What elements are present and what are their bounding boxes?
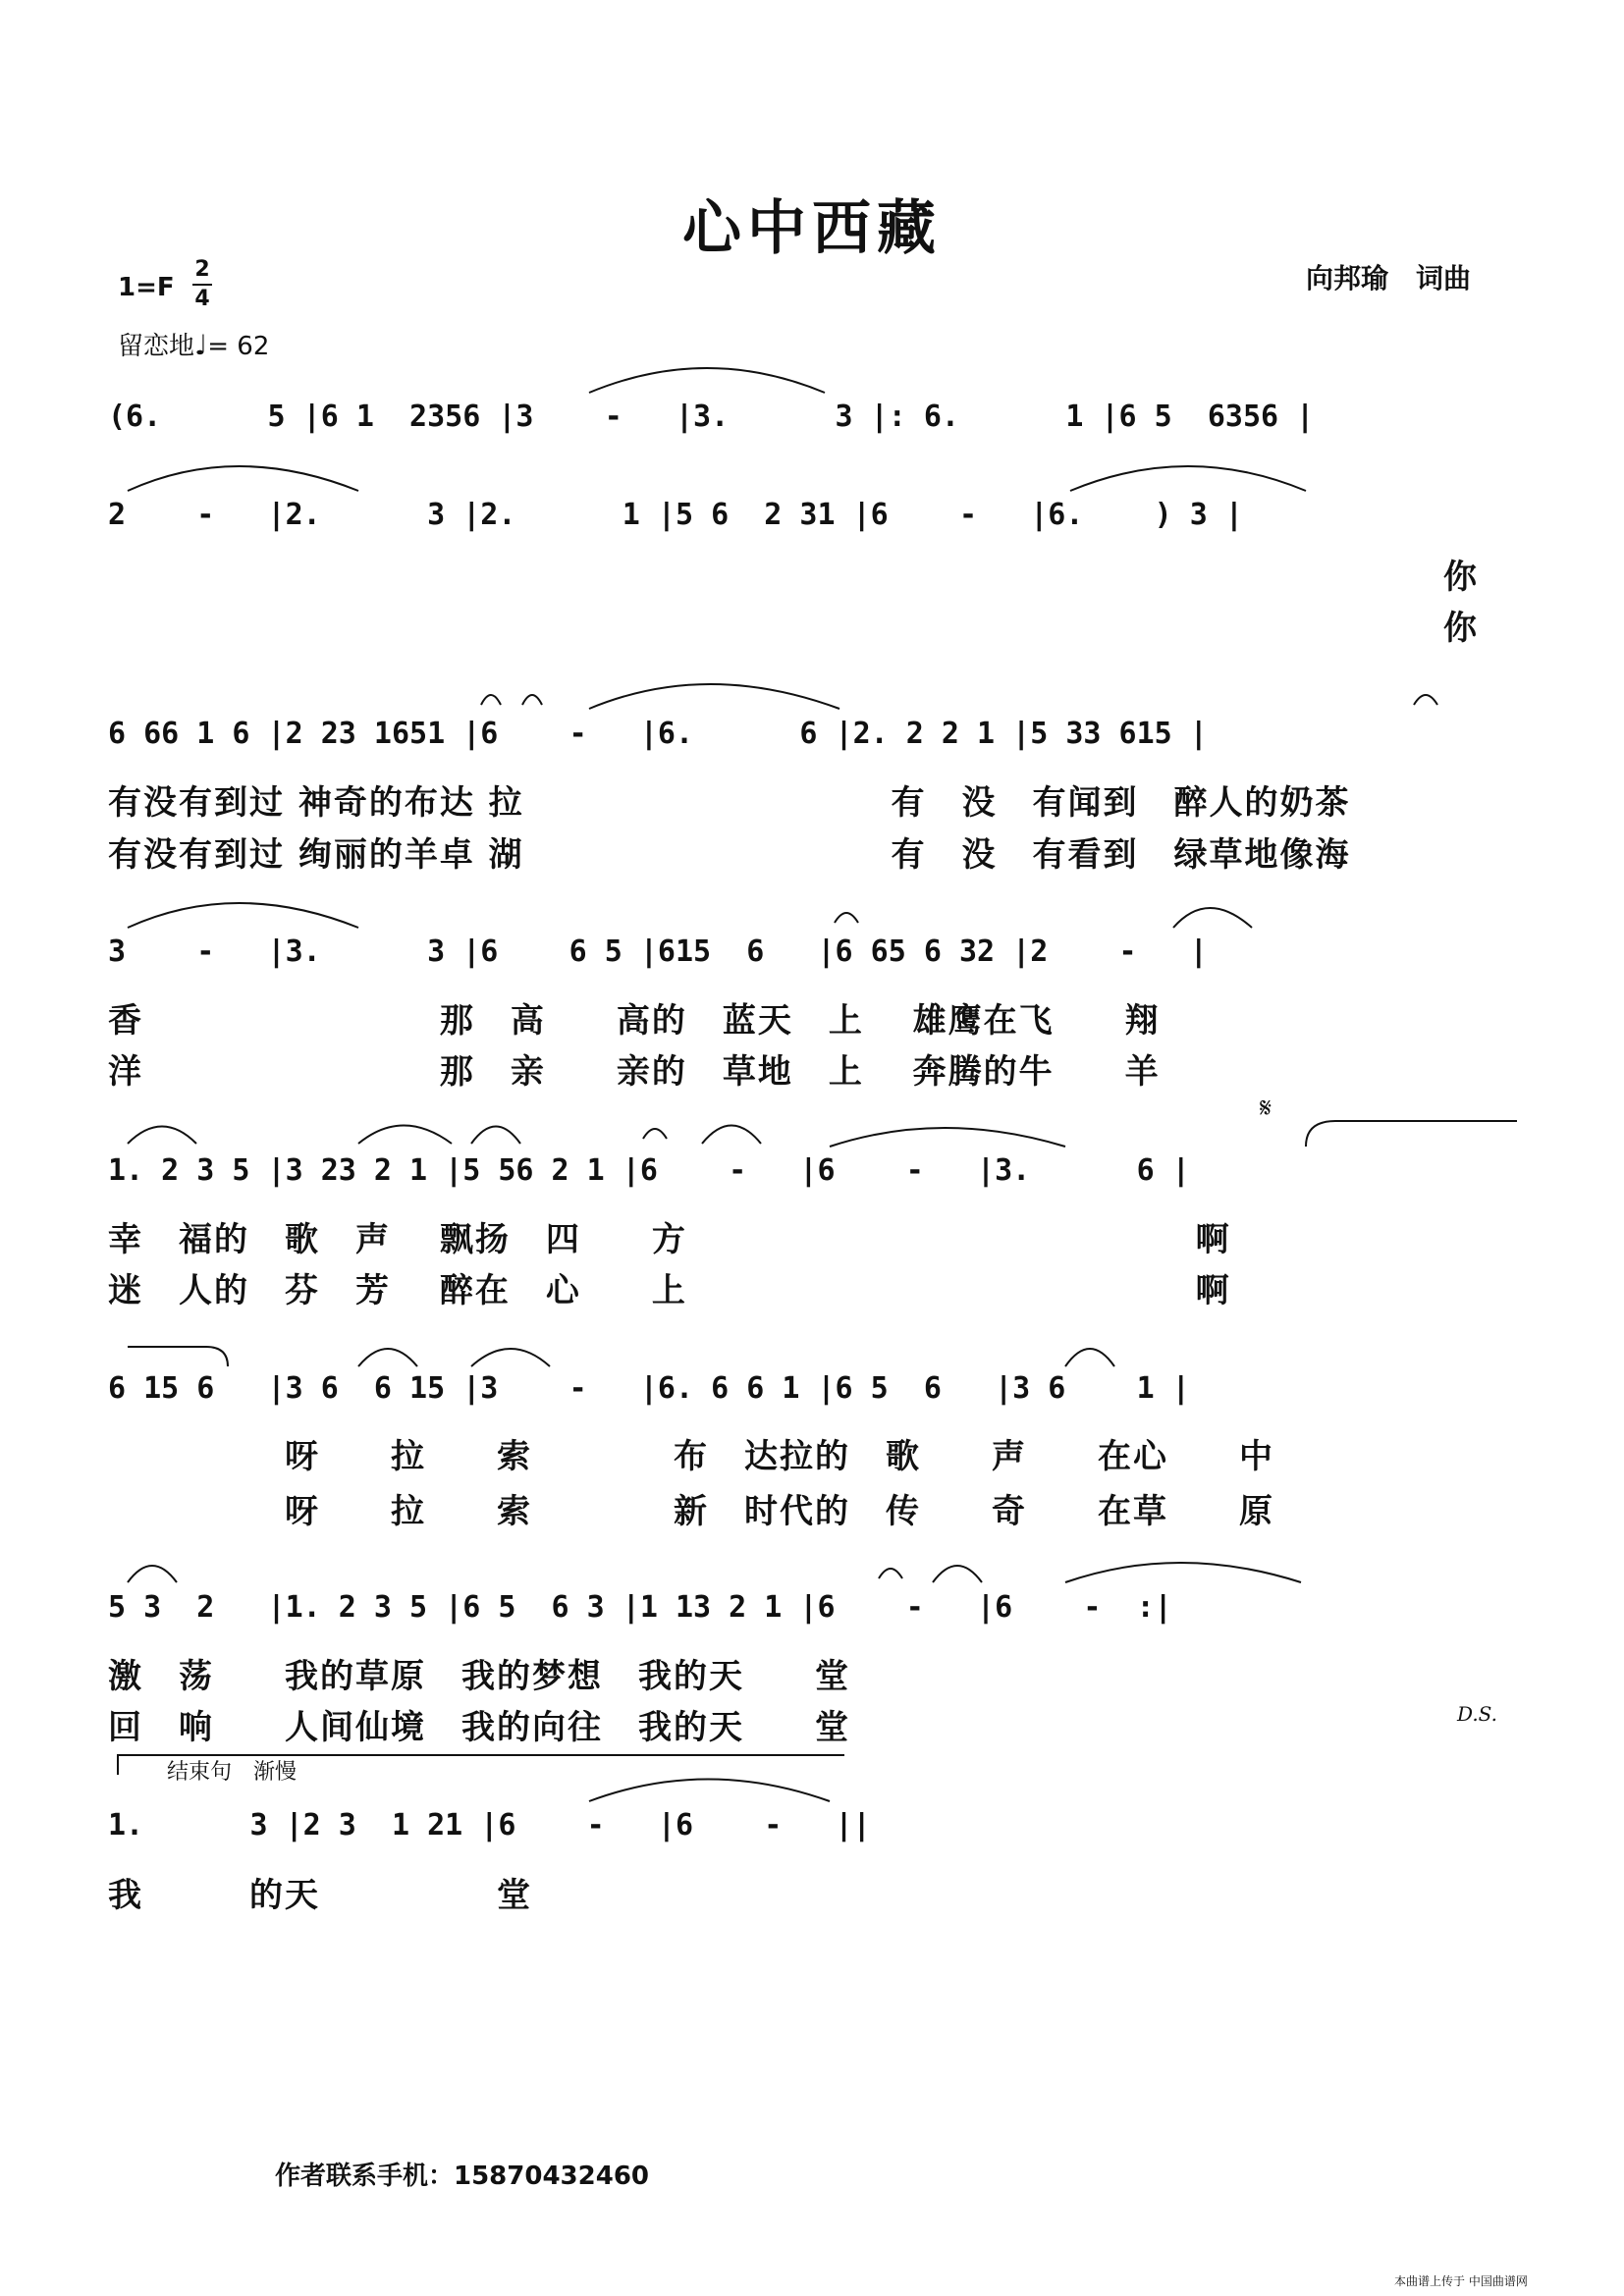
tie-arc <box>1070 466 1306 491</box>
lyric-row-7b: 回 响 人间仙境 我的向往 我的天 堂 <box>108 1708 850 1747</box>
fermata-arc <box>643 1129 667 1139</box>
notes-row-8: 1. 3 |2 3 1 21 |6 - |6 - || <box>108 1808 871 1842</box>
notes-row-4: 3 - |3. 3 |6 6 5 |615 6 |6 65 6 32 |2 - | <box>108 934 1208 969</box>
slur-arc <box>1065 1349 1114 1366</box>
key-signature: 1=F <box>118 273 175 302</box>
tie-arc <box>830 1128 1065 1147</box>
slur-arc <box>128 1127 196 1145</box>
tie-arc <box>1065 1563 1301 1582</box>
notes-row-5: 1. 2 3 5 |3 23 2 1 |5 56 2 1 |6 - |6 - |3. 6 | <box>108 1153 1190 1188</box>
slur-arc <box>471 1127 520 1145</box>
notes-row-7: 5 3 2 |1. 2 3 5 |6 5 6 3 |1 13 2 1 |6 - |6 - :| <box>108 1590 1172 1625</box>
slur-arc <box>933 1566 982 1582</box>
tie-arc <box>128 466 358 491</box>
tie-arc <box>589 684 839 709</box>
tie-arc <box>1306 1121 1517 1147</box>
segno-sign: 𝄋 <box>1260 1092 1272 1124</box>
fermata-arc <box>835 913 858 923</box>
slur-arc <box>702 1126 761 1145</box>
fermata-arc <box>522 695 542 705</box>
fermata-arc <box>1414 695 1437 705</box>
lyric-row-6a: 呀 拉 索 布 达拉的 歌 声 在心 中 <box>108 1437 1274 1476</box>
lyric-row-2b: 你 <box>1443 609 1479 648</box>
slur-arc <box>358 1126 452 1145</box>
notes-row-3: 6 66 1 6 |2 23 1651 |6 - |6. 6 |2. 2 2 1 |5 33 615 | <box>108 717 1208 751</box>
tie-arc <box>589 1780 830 1802</box>
song-title: 心中西藏 <box>682 194 942 263</box>
upload-footer: 本曲谱上传于 中国曲谱网 <box>1394 2274 1528 2288</box>
lyric-row-5b: 迷 人的 芬 芳 醉在 心 上 啊 <box>108 1271 1231 1310</box>
tempo-value: = 62 <box>207 332 270 361</box>
fermata-arc <box>879 1569 902 1578</box>
lyric-row-3b: 有没有到过 绚丽的羊卓 湖 有 没 有看到 绿草地像海 <box>108 835 1351 875</box>
lyric-row-6b: 呀 拉 索 新 时代的 传 奇 在草 原 <box>108 1492 1274 1531</box>
tie-arc <box>128 1347 228 1366</box>
notes-row-6: 6 15 6 |3 6 6 15 |3 - |6. 6 6 1 |6 5 6 |3 6 1 | <box>108 1371 1190 1406</box>
slur-arc <box>471 1349 550 1366</box>
contact-info: 作者联系手机：15870432460 <box>275 2162 649 2191</box>
lyric-row-4a: 香 那 高 高的 蓝天 上 雄鹰在飞 翔 <box>108 1001 1161 1041</box>
lyric-row-3a: 有没有到过 神奇的布达 拉 有 没 有闻到 醉人的奶茶 <box>108 783 1351 823</box>
ending-bracket <box>118 1755 844 1775</box>
slur-arc <box>128 1566 177 1582</box>
fermata-arc <box>481 695 501 705</box>
lyric-row-4b: 洋 那 亲 亲的 草地 上 奔腾的牛 羊 <box>108 1052 1161 1092</box>
time-denominator: 4 <box>194 287 210 311</box>
quarter-note-icon: ♩ <box>194 329 208 361</box>
composer-credit: 向邦瑜 词曲 <box>1306 262 1472 294</box>
tie-arc <box>589 368 825 393</box>
tie-arc <box>128 903 358 928</box>
lyric-row-8a: 我 的天 堂 <box>108 1876 532 1915</box>
lyric-row-5a: 幸 福的 歌 声 飘扬 四 方 啊 <box>108 1220 1231 1259</box>
time-numerator: 2 <box>194 257 210 282</box>
slur-arc <box>1173 908 1252 928</box>
tempo-text: 留恋地 <box>118 332 195 361</box>
lyric-row-2a: 你 <box>1443 558 1479 597</box>
notes-row-2: 2 - |2. 3 |2. 1 |5 6 2 31 |6 - |6. ) 3 | <box>108 498 1243 532</box>
lyric-row-7a: 激 荡 我的草原 我的梦想 我的天 堂 <box>108 1657 850 1696</box>
notes-row-1: (6. 5 |6 1 2356 |3 - |3. 3 |: 6. 1 |6 5 6356 | <box>108 400 1315 434</box>
ending-label: 结束句 渐慢 <box>167 1760 298 1785</box>
slur-arc <box>358 1349 417 1366</box>
ds-marking: D.S. <box>1457 1702 1498 1726</box>
